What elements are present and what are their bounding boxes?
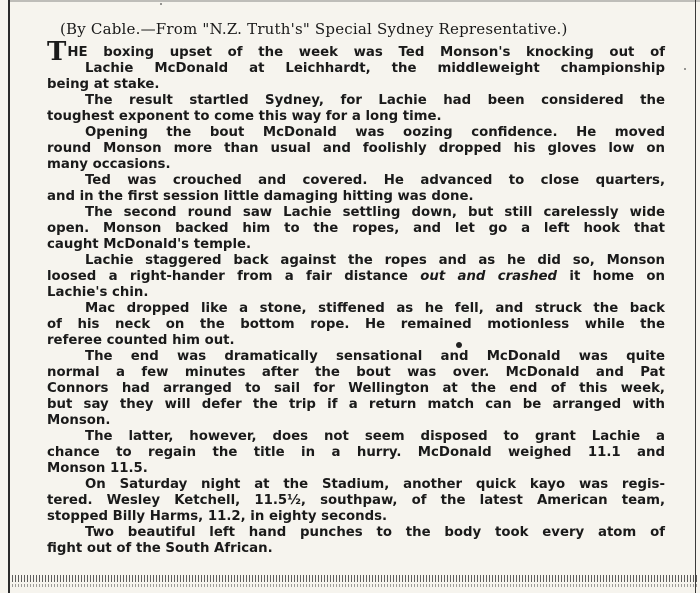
article-line: round Monson more than usual and foolishly dropped his gloves low on xyxy=(47,141,665,156)
article-line: The result startled Sydney, for Lachie had been considered the xyxy=(85,93,665,108)
ink-speck xyxy=(684,68,686,70)
column-rule-left xyxy=(8,0,10,593)
article-line: fight out of the South African. xyxy=(47,541,273,556)
article-line: many occasions. xyxy=(47,157,171,172)
article-line: tered. Wesley Ketchell, 11.5½, southpaw, of the latest American team, xyxy=(47,493,665,508)
ink-speck xyxy=(160,3,162,5)
drop-cap: T xyxy=(47,37,67,67)
article-line: loosed a right-hander from a fair distance out and crashed it home on xyxy=(47,269,665,284)
article-line: Two beautiful left hand punches to the body took every atom of xyxy=(85,525,665,540)
article-line: The second round saw Lachie settling down, but still carelessly wide xyxy=(85,205,665,220)
article-line: Mac dropped like a stone, stiffened as he fell, and struck the back xyxy=(85,301,665,316)
byline: (By Cable.—From "N.Z. Truth's" Special Sydney Representative.) xyxy=(60,20,568,38)
article-line: referee counted him out. xyxy=(47,333,235,348)
article-line: The latter, however, does not seem disposed to grant Lachie a xyxy=(85,429,665,444)
article-line: and in the first session little damaging hitting was done. xyxy=(47,189,474,204)
article-line: The end was dramatically sensational and McDonald was quite xyxy=(85,349,665,364)
article-line: On Saturday night at the Stadium, another quick kayo was regis- xyxy=(85,477,665,492)
article-line: stopped Billy Harms, 11.2, in eighty seconds. xyxy=(47,509,388,524)
article-line: Opening the bout McDonald was oozing confidence. He moved xyxy=(85,125,665,140)
top-border xyxy=(10,0,700,2)
article-line: THE boxing upset of the week was Ted Monson's knocking out of xyxy=(47,37,665,67)
bottom-rule-secondary xyxy=(12,584,698,587)
article-line: caught McDonald's temple. xyxy=(47,237,252,252)
article-line: chance to regain the title in a hurry. McDonald weighed 11.1 and xyxy=(47,445,665,460)
article-line: Connors had arranged to sail for Wellington at the end of this week, xyxy=(47,381,665,396)
article-line: open. Monson backed him to the ropes, and let go a left hook that xyxy=(47,221,665,236)
article-line: Lachie staggered back against the ropes and as he did so, Monson xyxy=(85,253,665,268)
article-line: but say they will defer the trip if a return match can be arranged with xyxy=(47,397,665,412)
article-line: Monson. xyxy=(47,413,111,428)
ink-speck xyxy=(456,342,462,348)
article-line: being at stake. xyxy=(47,77,160,92)
article-line: Monson 11.5. xyxy=(47,461,148,476)
column-rule-right xyxy=(695,0,696,593)
article-line: Lachie's chin. xyxy=(47,285,149,300)
article-line: Ted was crouched and covered. He advanced to close quarters, xyxy=(85,173,665,188)
article-line: toughest exponent to come this way for a long time. xyxy=(47,109,442,124)
bottom-rule xyxy=(12,575,698,582)
article-body xyxy=(47,37,665,557)
article-line: Lachie McDonald at Leichhardt, the middleweight championship xyxy=(85,61,665,76)
article-line: of his neck on the bottom rope. He remained motionless while the xyxy=(47,317,665,332)
article-line: normal a few minutes after the bout was over. McDonald and Pat xyxy=(47,365,665,380)
